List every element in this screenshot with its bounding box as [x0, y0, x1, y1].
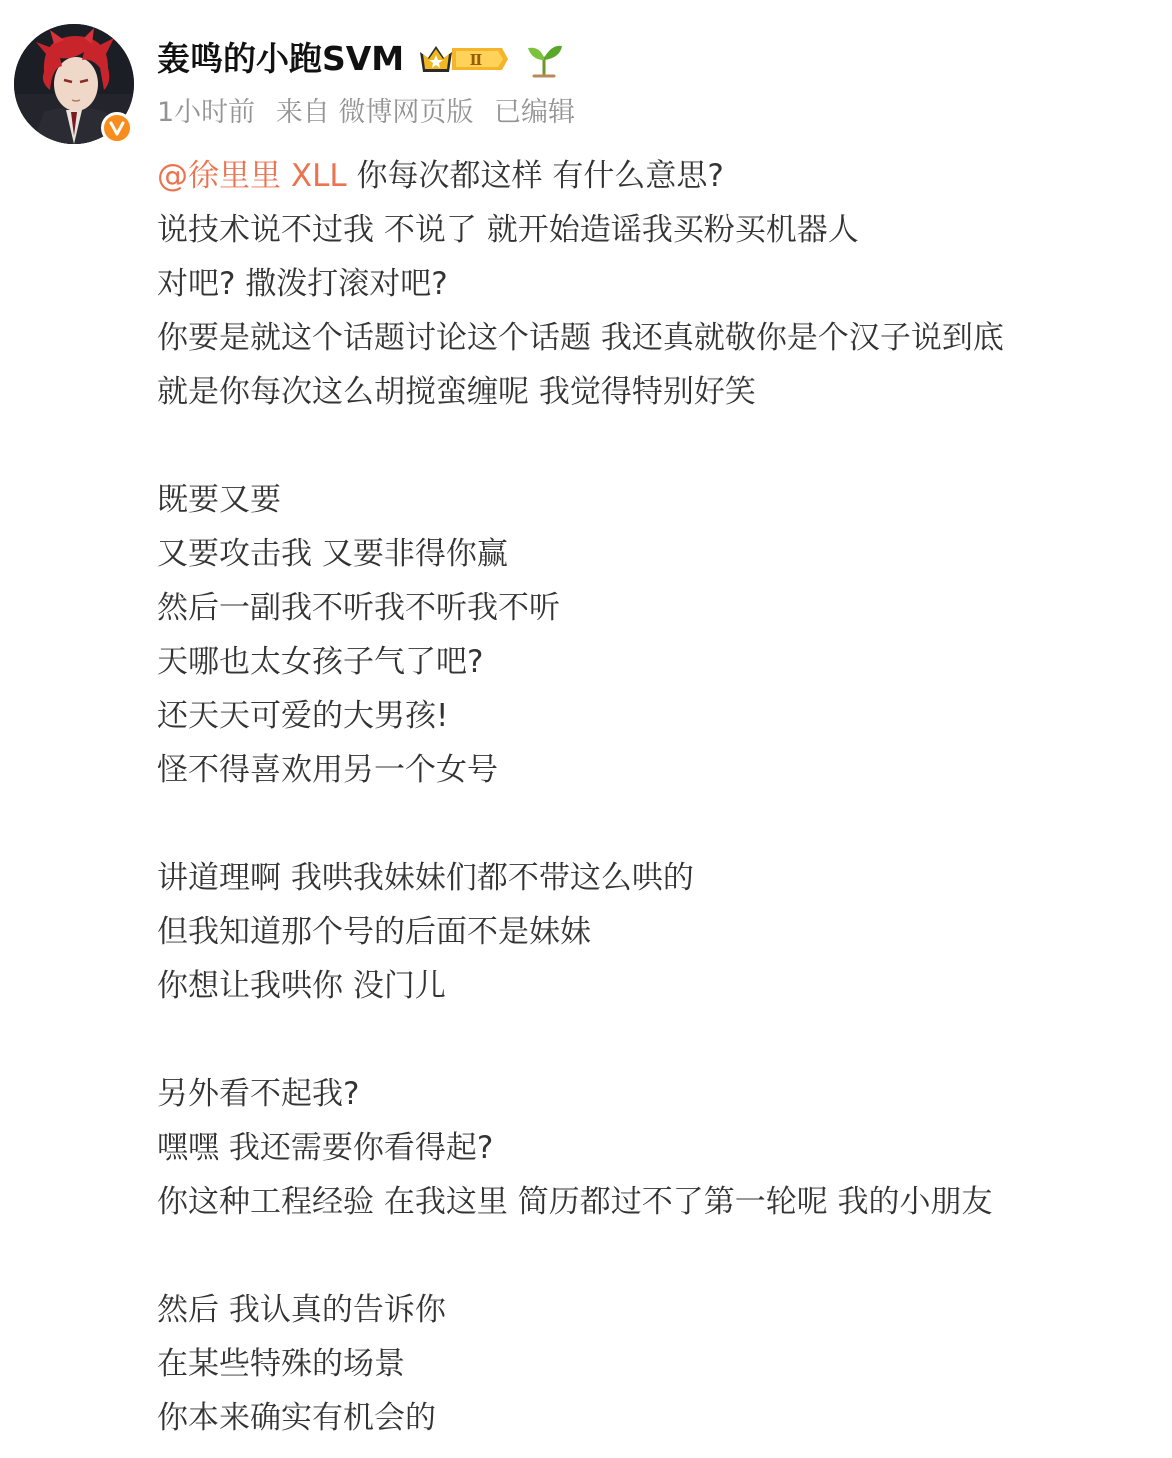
post-line: 但我知道那个号的后面不是妹妹: [157, 914, 591, 950]
post-line: 你想让我哄你 没门儿: [157, 968, 446, 1004]
post-header: [0, 0, 1172, 150]
post-time[interactable]: 1小时前: [157, 97, 256, 128]
verified-v-icon: [101, 112, 133, 144]
post-line: [157, 149, 1157, 203]
post-line: 嘿嘿 我还需要你看得起?: [157, 1130, 494, 1166]
sprout-icon[interactable]: [524, 40, 564, 78]
post-meta: [157, 95, 575, 131]
post-line: 又要攻击我 又要非得你赢: [157, 536, 508, 572]
post-line-text: 你每次都这样 有什么意思?: [356, 158, 724, 194]
post-line-blank: [157, 1013, 1157, 1067]
post-line-blank: [157, 1229, 1157, 1283]
post-content: [157, 149, 1157, 1445]
post-line: 怪不得喜欢用另一个女号: [157, 752, 498, 788]
post-line: 对吧? 撒泼打滚对吧?: [157, 266, 448, 302]
post-source: 来自 微博网页版: [275, 97, 474, 128]
post-line: 说技术说不过我 不说了 就开始造谣我买粉买机器人: [157, 212, 859, 248]
post-line: 既要又要: [157, 482, 281, 518]
post-line: 另外看不起我?: [157, 1076, 360, 1112]
post-line: 就是你每次这么胡搅蛮缠呢 我觉得特别好笑: [157, 374, 756, 410]
post-line-blank: [157, 419, 1157, 473]
username[interactable]: 轰鸣的小跑SVM: [157, 39, 405, 78]
post-line-blank: [157, 797, 1157, 851]
post-line: 天哪也太女孩子气了吧?: [157, 644, 484, 680]
vip-level-text: Ⅱ: [469, 51, 483, 69]
post-line: 你本来确实有机会的: [157, 1400, 436, 1436]
post-line: 你这种工程经验 在我这里 简历都过不了第一轮呢 我的小朋友: [157, 1184, 993, 1220]
post-line: 还天天可爱的大男孩!: [157, 698, 449, 734]
crown-vip-icon[interactable]: [418, 40, 510, 78]
post-line: 讲道理啊 我哄我妹妹们都不带这么哄的: [157, 860, 694, 896]
post-line: 你要是就这个话题讨论这个话题 我还真就敬你是个汉子说到底: [157, 320, 1004, 356]
post-line: 然后一副我不听我不听我不听: [157, 590, 560, 626]
edited-label[interactable]: 已编辑: [493, 97, 575, 128]
mention-link[interactable]: @徐里里 XLL: [157, 158, 347, 194]
post-line: 在某些特殊的场景: [157, 1346, 405, 1382]
post-line: 然后 我认真的告诉你: [157, 1292, 446, 1328]
